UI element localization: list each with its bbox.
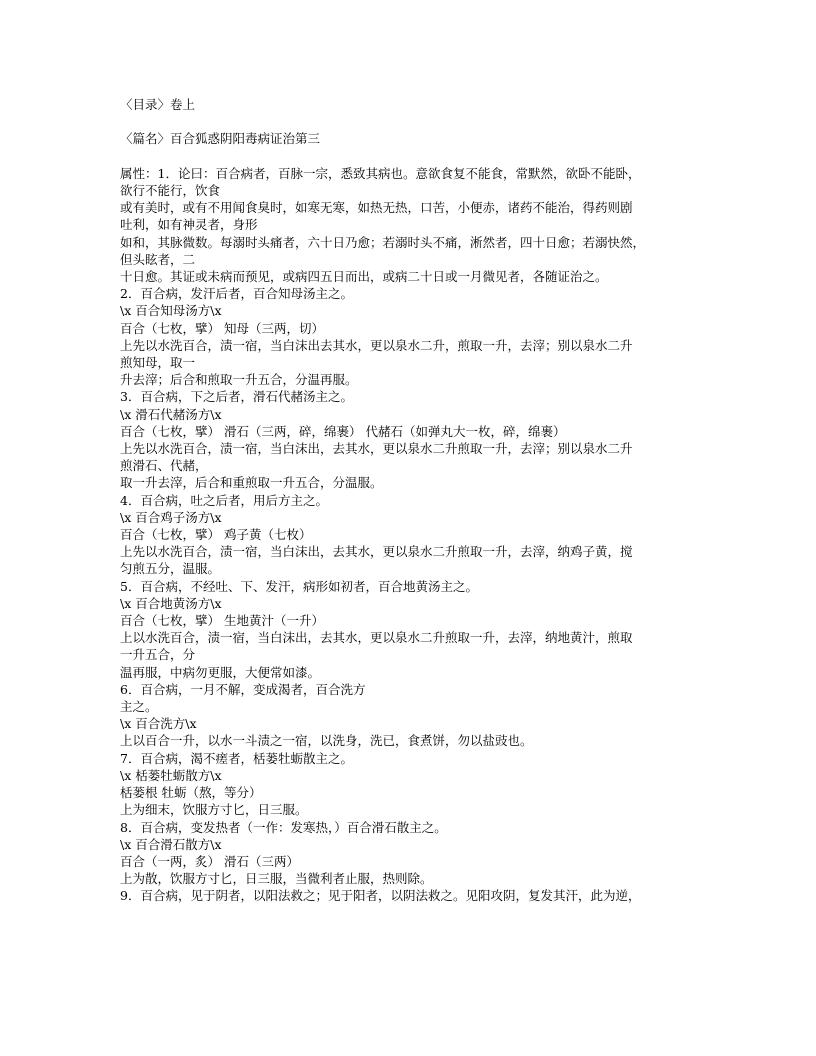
text-line: 8．百合病，变发热者（一作：发寒热，）百合滑石散主之。 [120, 819, 447, 835]
spacer [120, 148, 696, 165]
text-line: 一升五合，分 [120, 647, 196, 663]
text-line: 4．百合病，吐之后者，用后方主之。 [120, 492, 328, 508]
text-line: 属性：1．论曰：百合病者，百脉一宗，悉致其病也。意欲食复不能食，常默然，欲卧不能卧， [120, 165, 641, 181]
text-line: 十日愈。其证或未病而预见，或病四五日而出，或病二十日或一月微见者，各随证治之。 [120, 269, 608, 284]
text-line: 上先以水洗百合，渍一宿，当白沫出，去其水，更以泉水二升煎取一升，去滓，纳鸡子黄，搅 [120, 544, 633, 560]
formula-heading: \x 百合滑石散方\x [120, 836, 222, 852]
formula-heading: \x 百合地黄汤方\x [120, 595, 222, 611]
text-line: 栝蒌根 牡蛎（熬，等分） [120, 785, 262, 801]
text-line: 上先以水洗百合，渍一宿，当白沫出去其水，更以泉水二升，煎取一升，去滓；别以泉水二升 [120, 337, 633, 353]
text-line: 百合（七枚，擘） 滑石（三两，碎，绵裹） 代赭石（如弹丸大一枚，碎，绵裹） [120, 423, 566, 439]
text-line: 9．百合病，见于阴者，以阳法救之；见于阳者，以阴法救之。见阳攻阴，复发其汗，此为逆， [120, 888, 641, 904]
document-body [120, 165, 696, 905]
text-line: 吐利，如有神灵者，身形 [120, 217, 258, 233]
text-line: 主之。 [120, 699, 158, 715]
text-line: 如和，其脉微数。每溺时头痛者，六十日乃愈；若溺时头不痛，淅然者，四十日愈；若溺快然， [120, 234, 646, 250]
text-line: 6．百合病，一月不解，变成渴者，百合洗方 [120, 681, 366, 697]
text-line: 7．百合病，渴不瘥者，栝蒌牡蛎散主之。 [120, 750, 353, 766]
text-line: 5．百合病，不经吐、下、发汗，病形如初者，百合地黄汤主之。 [120, 578, 478, 594]
text-line: 百合（七枚，擘） 知母（三两，切） [120, 320, 324, 336]
text-line: 温再服，中病勿更服，大便常如漆。 [120, 664, 321, 680]
text-line: 上以水洗百合，渍一宿，当白沫出，去其水，更以泉水二升煎取一升，去滓，纳地黄汁，煎取 [120, 630, 633, 646]
text-line: 百合（一两，炙） 滑石（三两） [120, 853, 299, 869]
document-page [120, 96, 696, 905]
formula-heading: \x 百合鸡子汤方\x [120, 509, 222, 525]
formula-heading: \x 滑石代赭汤方\x [120, 406, 222, 422]
text-line: 匀煎五分，温服。 [120, 561, 221, 577]
chapter-heading: 〈篇名〉百合狐惑阴阳毒病证治第三 [120, 131, 321, 147]
formula-heading: \x 栝蒌牡蛎散方\x [120, 767, 222, 783]
text-line: 上为散，饮服方寸匕，日三服，当微利者止服，热则除。 [120, 871, 433, 887]
text-line: 百合（七枚，擘） 鸡子黄（七枚） [120, 527, 312, 543]
text-line: 煎滑石、代赭， [120, 458, 208, 474]
text-line: 或有美时，或有不用闻食臭时，如寒无寒，如热无热，口苦，小便赤，诸药不能治，得药则剧 [120, 200, 633, 216]
text-line: 取一升去滓，后合和重煎取一升五合，分温服。 [120, 475, 383, 491]
text-line: 欲行不能行，饮食 [120, 182, 221, 198]
text-line: 煎知母，取一 [120, 355, 196, 371]
text-line: 上先以水洗百合，渍一宿，当白沫出，去其水，更以泉水二升煎取一升，去滓；别以泉水二升 [120, 441, 633, 457]
text-line: 2．百合病，发汗后者，百合知母汤主之。 [120, 286, 353, 302]
formula-heading: \x 百合知母汤方\x [120, 303, 222, 319]
spacer [120, 113, 696, 130]
formula-heading: \x 百合洗方\x [120, 716, 197, 732]
text-line: 3．百合病，下之后者，滑石代赭汤主之。 [120, 389, 353, 405]
toc-heading: 〈目录〉卷上 [120, 97, 196, 112]
text-line: 升去滓；后合和煎取一升五合，分温再服。 [120, 372, 358, 388]
text-line: 上为细末，饮服方寸匕，日三服。 [120, 802, 308, 818]
text-line: 百合（七枚，擘） 生地黄汁（一升） [120, 613, 324, 629]
text-line: 但头眩者，二 [120, 251, 196, 267]
text-line: 上以百合一升，以水一斗渍之一宿，以洗身，洗已，食煮饼，勿以盐豉也。 [120, 733, 533, 749]
